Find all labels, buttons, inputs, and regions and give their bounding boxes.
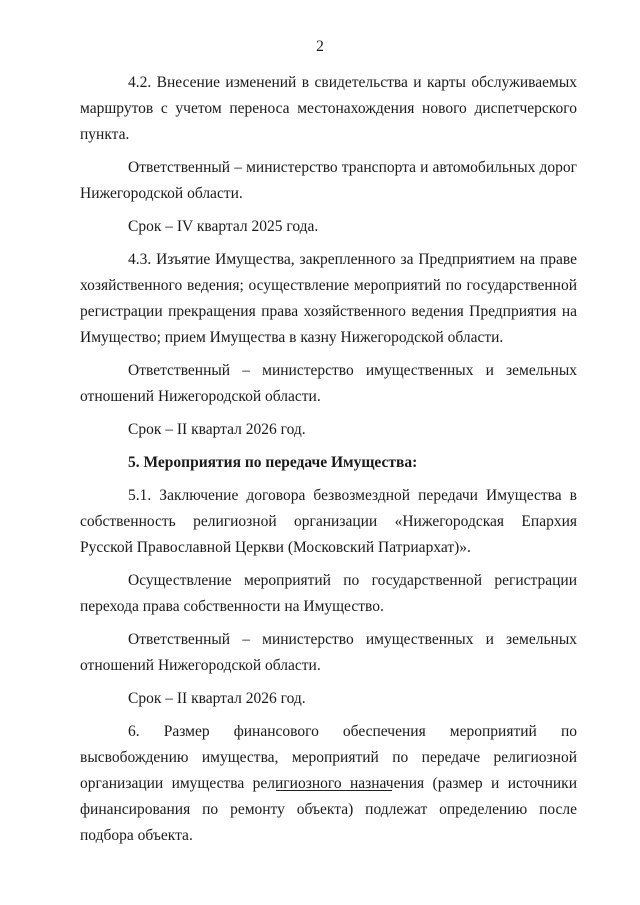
page-number: 2	[316, 38, 324, 55]
paragraph-4-2: 4.2. Внесение изменений в свидетельства и карты обслуживаемых маршрутов с учетом переноса местонахождения нового диспетчерского пункта.	[80, 74, 577, 143]
paragraph-4-3: 4.3. Изъятие Имущества, закрепленного за Предприятием на праве хозяйственного ведения; осуществление мероприятий по государственной регистрации прекращения права хозяйственного ведения Предприятия на Имущество; прием Имущества в казну Нижегородской области.	[80, 251, 577, 346]
paragraph-responsible: Ответственный – министерство имущественных и земельных отношений Нижегородской области.	[80, 631, 577, 674]
paragraph-responsible: Ответственный – министерство транспорта и автомобильных дорог Нижегородской области.	[80, 159, 577, 202]
paragraph-6: 6. Размер финансового обеспечения мероприятий по высвобождению имущества, мероприятий по передаче религиозной организации имущества религиозного назначения (размер и источники финансирования по ремонту объекта) подлежат определению после подбора объекта.	[80, 723, 577, 844]
paragraph-responsible: Ответственный – министерство имущественных и земельных отношений Нижегородской области.	[80, 362, 577, 405]
document-body	[80, 70, 577, 856]
paragraph-deadline: Срок – II квартал 2026 год.	[128, 421, 306, 438]
paragraph-deadline: Срок – II квартал 2026 год.	[128, 690, 306, 707]
paragraph-registration: Осуществление мероприятий по государственной регистрации перехода права собственности на Имущество.	[80, 572, 577, 615]
section-heading-5: 5. Мероприятия по передаче Имущества:	[128, 454, 418, 471]
end-divider-line	[276, 790, 392, 791]
paragraph-5-1: 5.1. Заключение договора безвозмездной передачи Имущества в собственность религиозной организации «Нижегородская Епархия Русской Православной Церкви (Московский Патриархат)».	[80, 487, 577, 556]
paragraph-deadline: Срок – IV квартал 2025 года.	[128, 218, 319, 235]
